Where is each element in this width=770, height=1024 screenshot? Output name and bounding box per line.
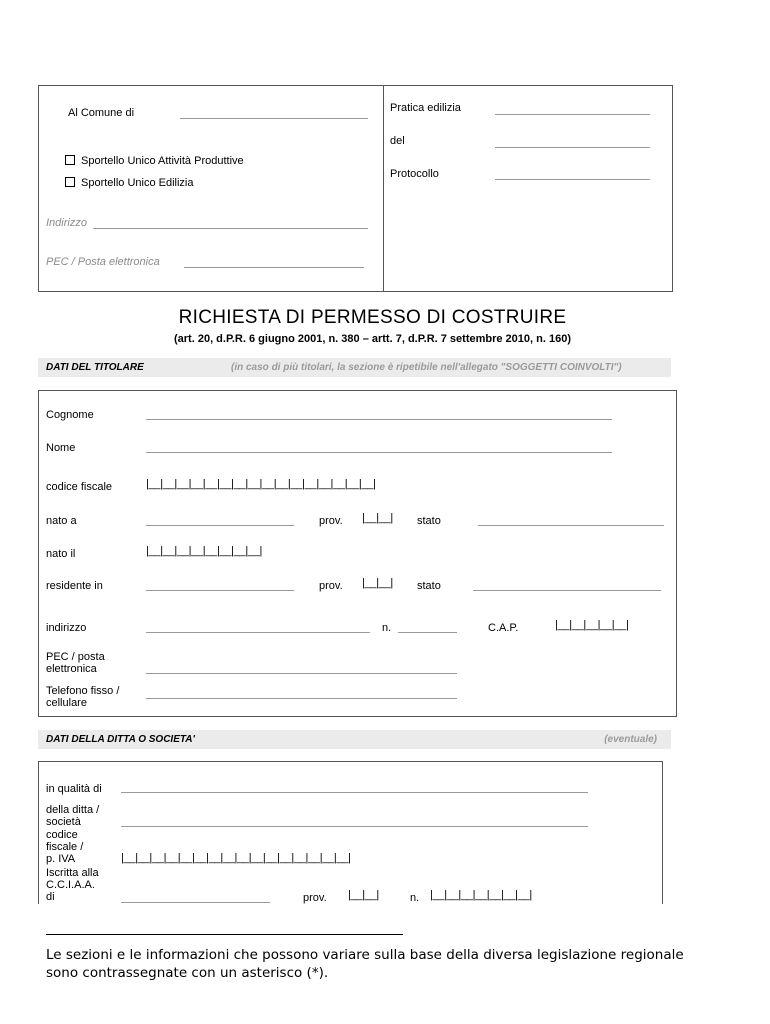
pec-titolare-label: PEC / posta elettronica	[46, 651, 105, 675]
comune-field[interactable]	[180, 118, 368, 119]
nome-label: Nome	[46, 442, 76, 454]
nato-a-label: nato a	[46, 515, 77, 527]
protocollo-label: Protocollo	[390, 168, 439, 180]
pec-label: PEC / Posta elettronica	[46, 256, 160, 268]
ditta-cf-label: codice fiscale / p. IVA	[46, 829, 84, 865]
cciaa-label: Iscritta alla C.C.I.A.A. di	[46, 867, 99, 903]
codice-fiscale-label: codice fiscale	[46, 481, 113, 493]
cciaa-n-field[interactable]: |__|__|__|__|__|__|__|	[430, 889, 532, 901]
protocollo-field[interactable]	[495, 179, 650, 180]
nato-prov-field[interactable]: |__|__|	[362, 512, 393, 524]
civico-field[interactable]	[398, 632, 457, 633]
nato-stato-label: stato	[417, 515, 441, 527]
comune-label: Al Comune di	[68, 107, 135, 119]
cap-label: C.A.P.	[488, 622, 519, 634]
nato-stato-field[interactable]	[478, 525, 664, 526]
del-label: del	[390, 135, 405, 147]
nato-a-field[interactable]	[146, 525, 294, 526]
cciaa-field[interactable]	[121, 902, 270, 903]
titolare-section-header	[38, 358, 671, 377]
header-divider	[383, 86, 384, 291]
pratica-field[interactable]	[495, 114, 650, 115]
ditta-label: della ditta / società	[46, 804, 100, 828]
nato-prov-label: prov.	[319, 515, 343, 527]
ditta-field[interactable]	[121, 826, 588, 827]
checkbox-suap[interactable]	[65, 155, 75, 165]
ditta-box	[38, 761, 663, 904]
footnote-text: Le sezioni e le informazioni che possono variare sulla base della diversa legislazione regionale sono contrassegnate con un asterisco (*).	[46, 947, 684, 981]
indirizzo-titolare-label: indirizzo	[46, 622, 87, 634]
cciaa-prov-field[interactable]: |__|__|	[348, 889, 379, 901]
telefono-label: Telefono fisso / cellulare	[46, 685, 120, 709]
pec-field[interactable]	[184, 267, 364, 268]
indirizzo-label: Indirizzo	[46, 217, 87, 229]
nato-il-field[interactable]: |__|__|__|__|__|__|__|__|	[146, 545, 263, 557]
ditta-section-note: (eventuale)	[604, 734, 657, 745]
nato-il-label: nato il	[46, 548, 76, 560]
cciaa-prov-label: prov.	[303, 892, 327, 904]
pratica-label: Pratica edilizia	[390, 102, 461, 114]
telefono-field[interactable]	[146, 698, 457, 699]
page-subtitle: (art. 20, d.P.R. 6 giugno 2001, n. 380 – artt. 7, d.P.R. 7 settembre 2010, n. 160)	[174, 333, 571, 345]
cognome-label: Cognome	[46, 409, 94, 421]
indirizzo-titolare-field[interactable]	[146, 632, 370, 633]
option-suap[interactable]: Sportello Unico Attività Produttive	[65, 155, 244, 167]
residente-stato-field[interactable]	[473, 590, 661, 591]
ditta-section-title: DATI DELLA DITTA O SOCIETA'	[46, 734, 195, 745]
del-field[interactable]	[495, 147, 650, 148]
cap-field[interactable]: |__|__|__|__|__|	[555, 619, 629, 631]
cognome-field[interactable]	[146, 419, 612, 420]
nome-field[interactable]	[146, 452, 612, 453]
titolare-section-note: (in caso di più titolari, la sezione è ripetibile nell'allegato "SOGGETTI COINVOLTI")	[231, 362, 622, 373]
residente-field[interactable]	[146, 590, 294, 591]
footnote-rule	[46, 934, 403, 935]
cciaa-n-label: n.	[410, 892, 420, 904]
residente-label: residente in	[46, 580, 103, 592]
ditta-cf-field[interactable]: |__|__|__|__|__|__|__|__|__|__|__|__|__|__|__|__|	[121, 852, 351, 864]
option-sue[interactable]: Sportello Unico Edilizia	[65, 177, 194, 189]
pec-titolare-field[interactable]	[146, 673, 457, 674]
qualita-field[interactable]	[121, 792, 588, 793]
civico-label: n.	[382, 622, 392, 634]
indirizzo-field[interactable]	[93, 228, 368, 229]
page-title: RICHIESTA DI PERMESSO DI COSTRUIRE	[178, 307, 567, 328]
residente-prov-field[interactable]: |__|__|	[362, 577, 393, 589]
ditta-section-header	[38, 730, 671, 749]
qualita-label: in qualità di	[46, 783, 102, 795]
codice-fiscale-field[interactable]: |__|__|__|__|__|__|__|__|__|__|__|__|__|__|__|__|	[146, 478, 376, 490]
titolare-section-title: DATI DEL TITOLARE	[46, 362, 144, 373]
residente-stato-label: stato	[417, 580, 441, 592]
residente-prov-label: prov.	[319, 580, 343, 592]
checkbox-sue[interactable]	[65, 177, 75, 187]
titolare-box	[38, 390, 677, 717]
